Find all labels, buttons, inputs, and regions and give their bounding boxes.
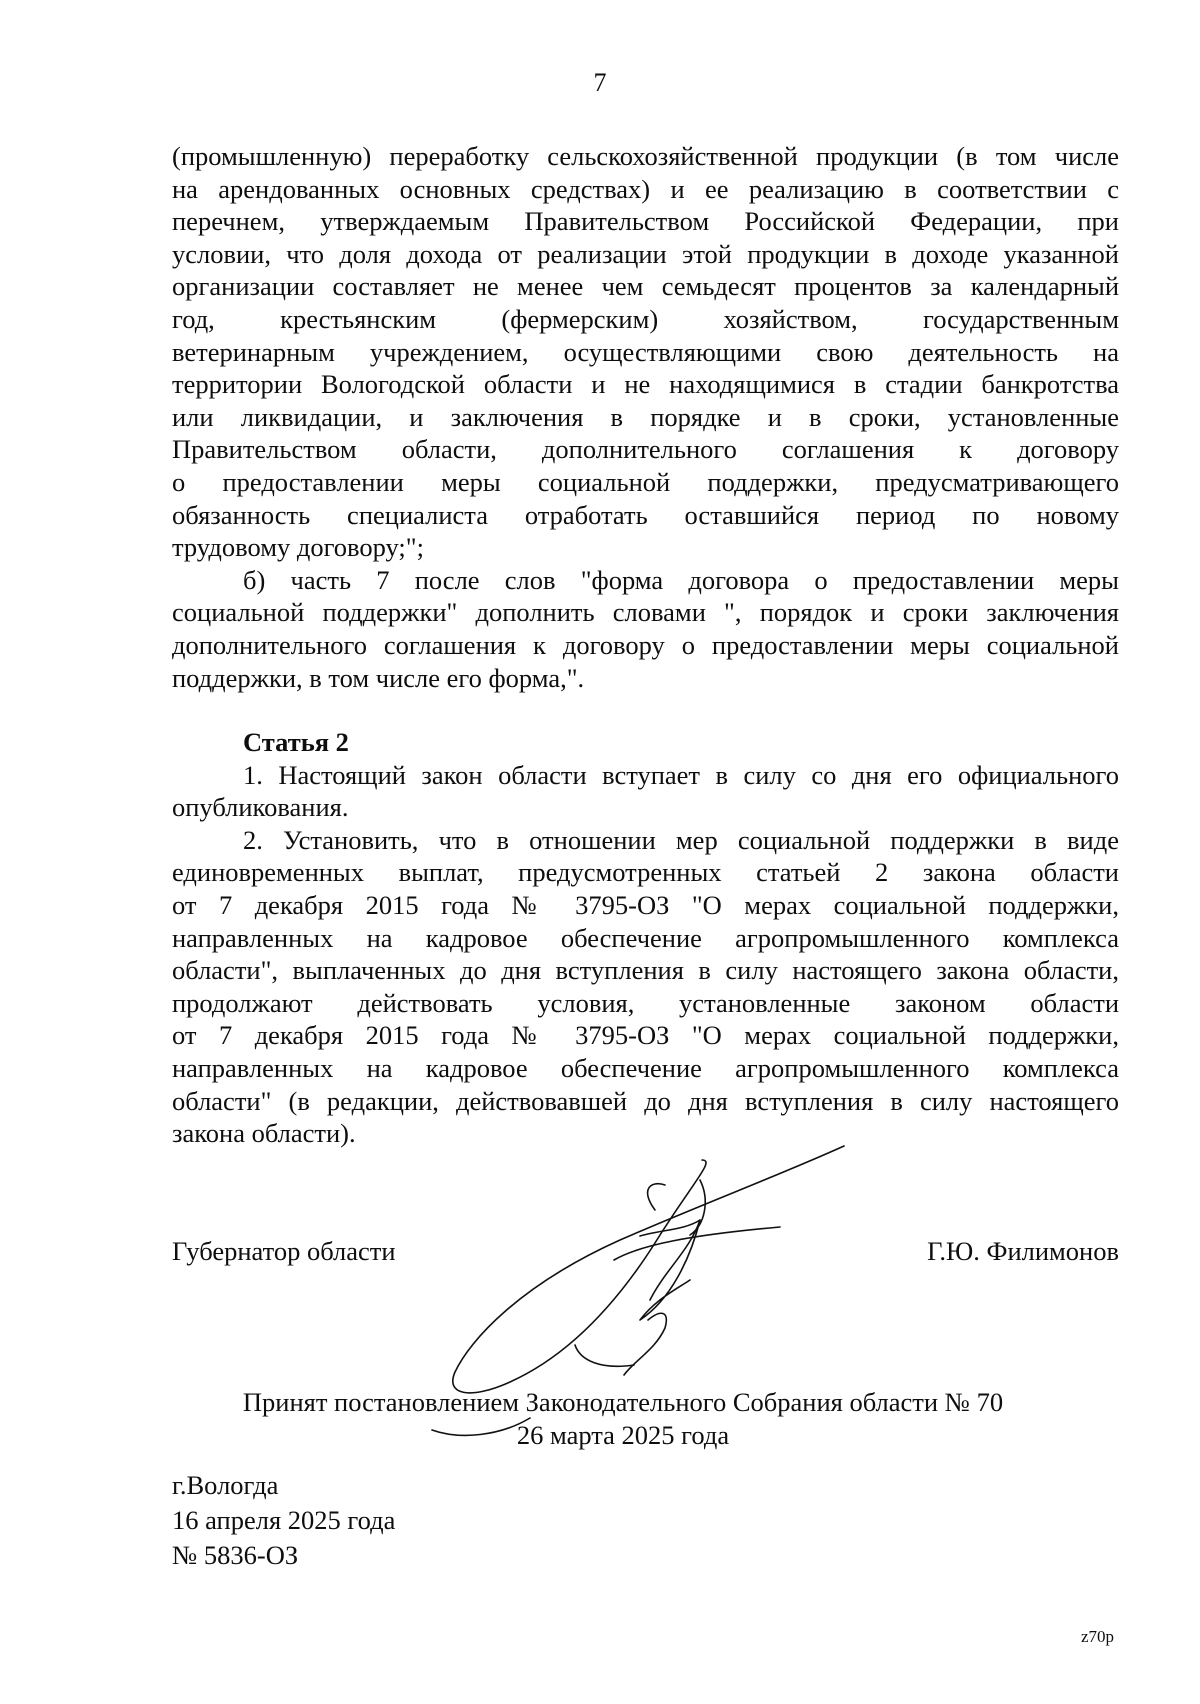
text-line: б) часть 7 после слов "форма договора о предоставлении меры — [243, 564, 1119, 595]
signatory-name: Г.Ю. Филимонов — [927, 1236, 1119, 1266]
text-line: год, крестьянским (фермерским) хозяйством, государственным — [172, 303, 1119, 334]
paragraph — [172, 759, 1119, 824]
text-line: обязанность специалиста отработать оставшийся период по новому — [172, 499, 1119, 530]
text-line: Правительством области, дополнительного соглашения к договору — [172, 434, 1119, 465]
law-number: № 5836-ОЗ — [172, 1540, 299, 1570]
adoption-resolution: Принят постановлением Законодательного Собрания области № 70 — [242, 1387, 1004, 1417]
text-line: закона области). — [172, 1118, 356, 1149]
text-line: направленных на кадровое обеспечение агропромышленного комплекса — [172, 1053, 1119, 1084]
law-body-text — [172, 140, 1119, 1150]
text-line: от 7 декабря 2015 года № 3795-ОЗ "О мерах социальной поддержки, — [172, 890, 1119, 921]
text-line: условии, что доля дохода от реализации этой продукции в доходе указанной — [172, 238, 1119, 269]
text-line: 1. Настоящий закон области вступает в силу со дня его официального — [243, 759, 1119, 790]
adoption-date: 26 марта 2025 года — [516, 1420, 730, 1450]
document-code: z70p — [1080, 1627, 1114, 1646]
text-line: направленных на кадровое обеспечение агропромышленного комплекса — [172, 922, 1119, 953]
text-line: области" (в редакции, действовавшей до дня вступления в силу настоящего — [172, 1085, 1119, 1116]
text-line: (промышленную) переработку сельскохозяйственной продукции (в том числе — [172, 141, 1119, 171]
text-line: территории Вологодской области и не находящимися в стадии банкротства — [172, 369, 1119, 400]
text-line: 2. Установить, что в отношении мер социальной поддержки в виде — [243, 824, 1119, 855]
paragraph — [172, 140, 1119, 564]
page-number: 7 — [593, 68, 607, 97]
paragraph-gap — [172, 694, 1119, 726]
text-line: на арендованных основных средствах) и ее реализацию в соответствии с — [172, 173, 1119, 204]
city: г.Вологда — [172, 1470, 279, 1500]
text-line: о предоставлении меры социальной поддержки, предусматривающего — [172, 466, 1119, 497]
paragraph — [172, 824, 1119, 1150]
text-line: от 7 декабря 2015 года № 3795-ОЗ "О мерах социальной поддержки, — [172, 1020, 1119, 1051]
paragraph — [172, 564, 1119, 694]
adoption-note — [0, 1386, 1200, 1452]
place-date-block — [172, 1468, 395, 1573]
text-line: поддержки, в том числе его форма,". — [172, 662, 585, 693]
text-line: ветеринарным учреждением, осуществляющими свою деятельность на — [172, 336, 1119, 367]
text-line: организации составляет не менее чем семьдесят процентов за календарный — [172, 271, 1119, 302]
text-line: дополнительного соглашения к договору о предоставлении меры социальной — [172, 629, 1119, 660]
text-line: области", выплаченных до дня вступления в силу настоящего закона области, — [172, 955, 1119, 986]
text-line: продолжают действовать условия, установленные законом области — [172, 987, 1119, 1018]
text-line: единовременных выплат, предусмотренных статьей 2 закона области — [172, 857, 1119, 888]
text-line: перечнем, утверждаемым Правительством Российской Федерации, при — [172, 206, 1119, 237]
text-line: Статья 2 — [243, 727, 349, 758]
text-line: или ликвидации, и заключения в порядке и в сроки, установленные — [172, 401, 1119, 432]
text-line: опубликования. — [172, 792, 349, 823]
signing-date: 16 апреля 2025 года — [172, 1505, 396, 1535]
text-line: трудовому договору;"; — [172, 532, 424, 563]
governor-title: Губернатор области — [172, 1236, 396, 1266]
text-line: социальной поддержки" дополнить словами ", порядок и сроки заключения — [172, 597, 1119, 628]
article-heading — [172, 726, 1119, 759]
